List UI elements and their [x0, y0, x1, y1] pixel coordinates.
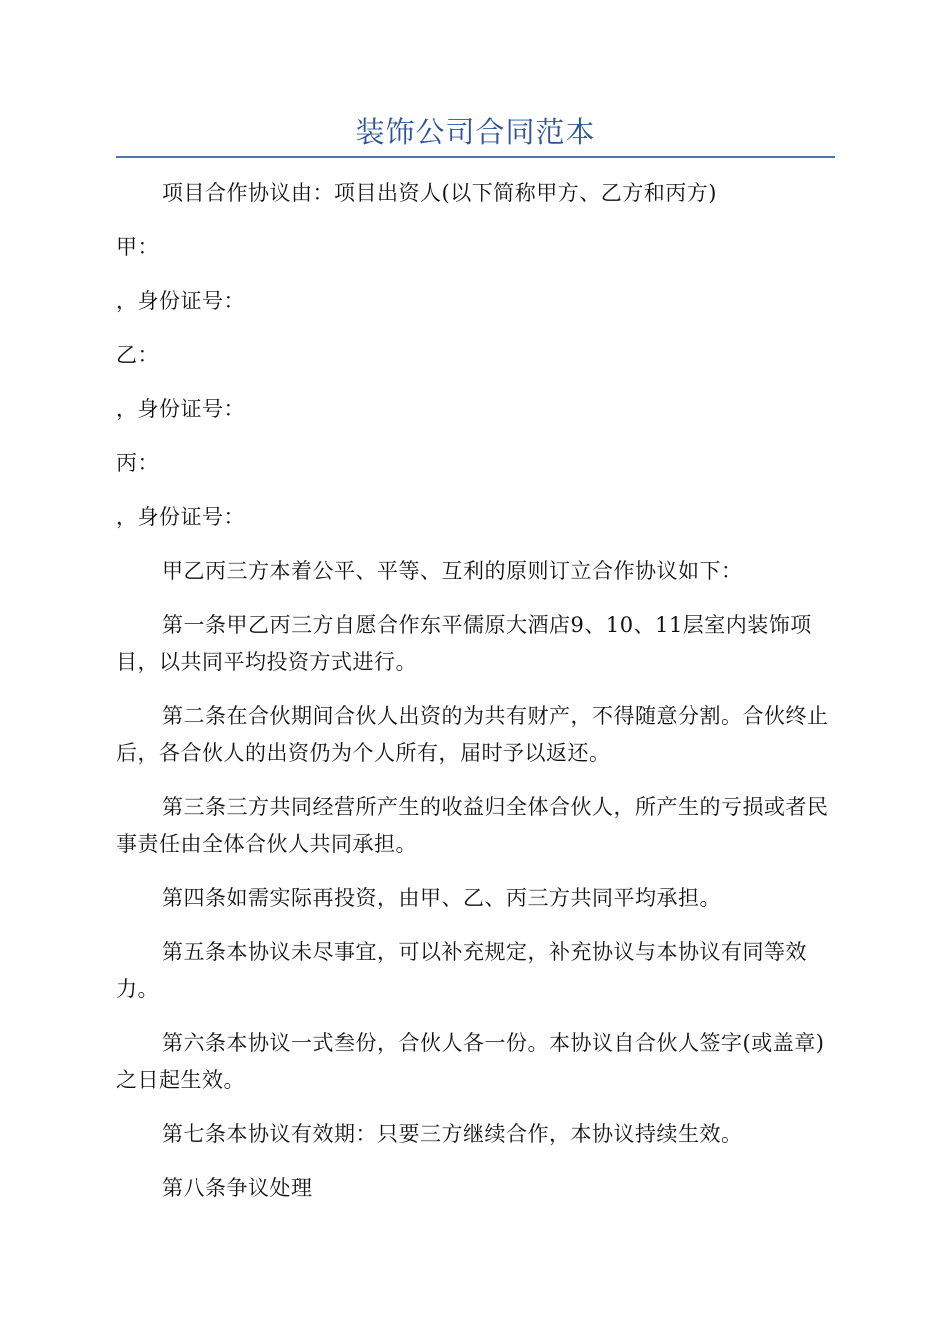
party-b-id-label: ，身份证号：: [116, 397, 245, 421]
article-6: 第六条本协议一式叁份，合伙人各一份。本协议自合伙人签字(或盖章)之日起生效。: [116, 1031, 825, 1092]
party-b-label: 乙：: [116, 343, 159, 367]
party-a-id-label: ，身份证号：: [116, 289, 245, 313]
article-3: 第三条三方共同经营所产生的收益归全体合伙人，所产生的亏损或者民事责任由全体合伙人共同承担。: [116, 795, 829, 856]
article-5: 第五条本协议未尽事宜，可以补充规定，补充协议与本协议有同等效力。: [116, 940, 807, 1001]
party-a-label: 甲：: [116, 235, 159, 259]
party-c-id-label: ，身份证号：: [116, 505, 245, 529]
article-7: 第七条本协议有效期：只要三方继续合作，本协议持续生效。: [162, 1122, 743, 1146]
article-8: 第八条争议处理: [162, 1176, 313, 1200]
title-block: [116, 112, 835, 158]
paragraph-principles: 甲乙丙三方本着公平、平等、互利的原则订立合作协议如下：: [162, 559, 743, 583]
party-c-label: 丙：: [116, 451, 159, 475]
article-2: 第二条在合伙期间合伙人出资的为共有财产，不得随意分割。合伙终止后，各合伙人的出资仍为个人所有，届时予以返还。: [116, 704, 829, 765]
article-4: 第四条如需实际再投资，由甲、乙、丙三方共同平均承担。: [162, 886, 721, 910]
paragraph-intro: 项目合作协议由：项目出资人(以下简称甲方、乙方和丙方): [162, 181, 717, 205]
document-title: 装饰公司合同范本: [355, 115, 596, 149]
document-body: [116, 175, 835, 1224]
article-1: 第一条甲乙丙三方自愿合作东平儒原大酒店9、10、11层室内装饰项目，以共同平均投资方式进行。: [116, 613, 812, 674]
